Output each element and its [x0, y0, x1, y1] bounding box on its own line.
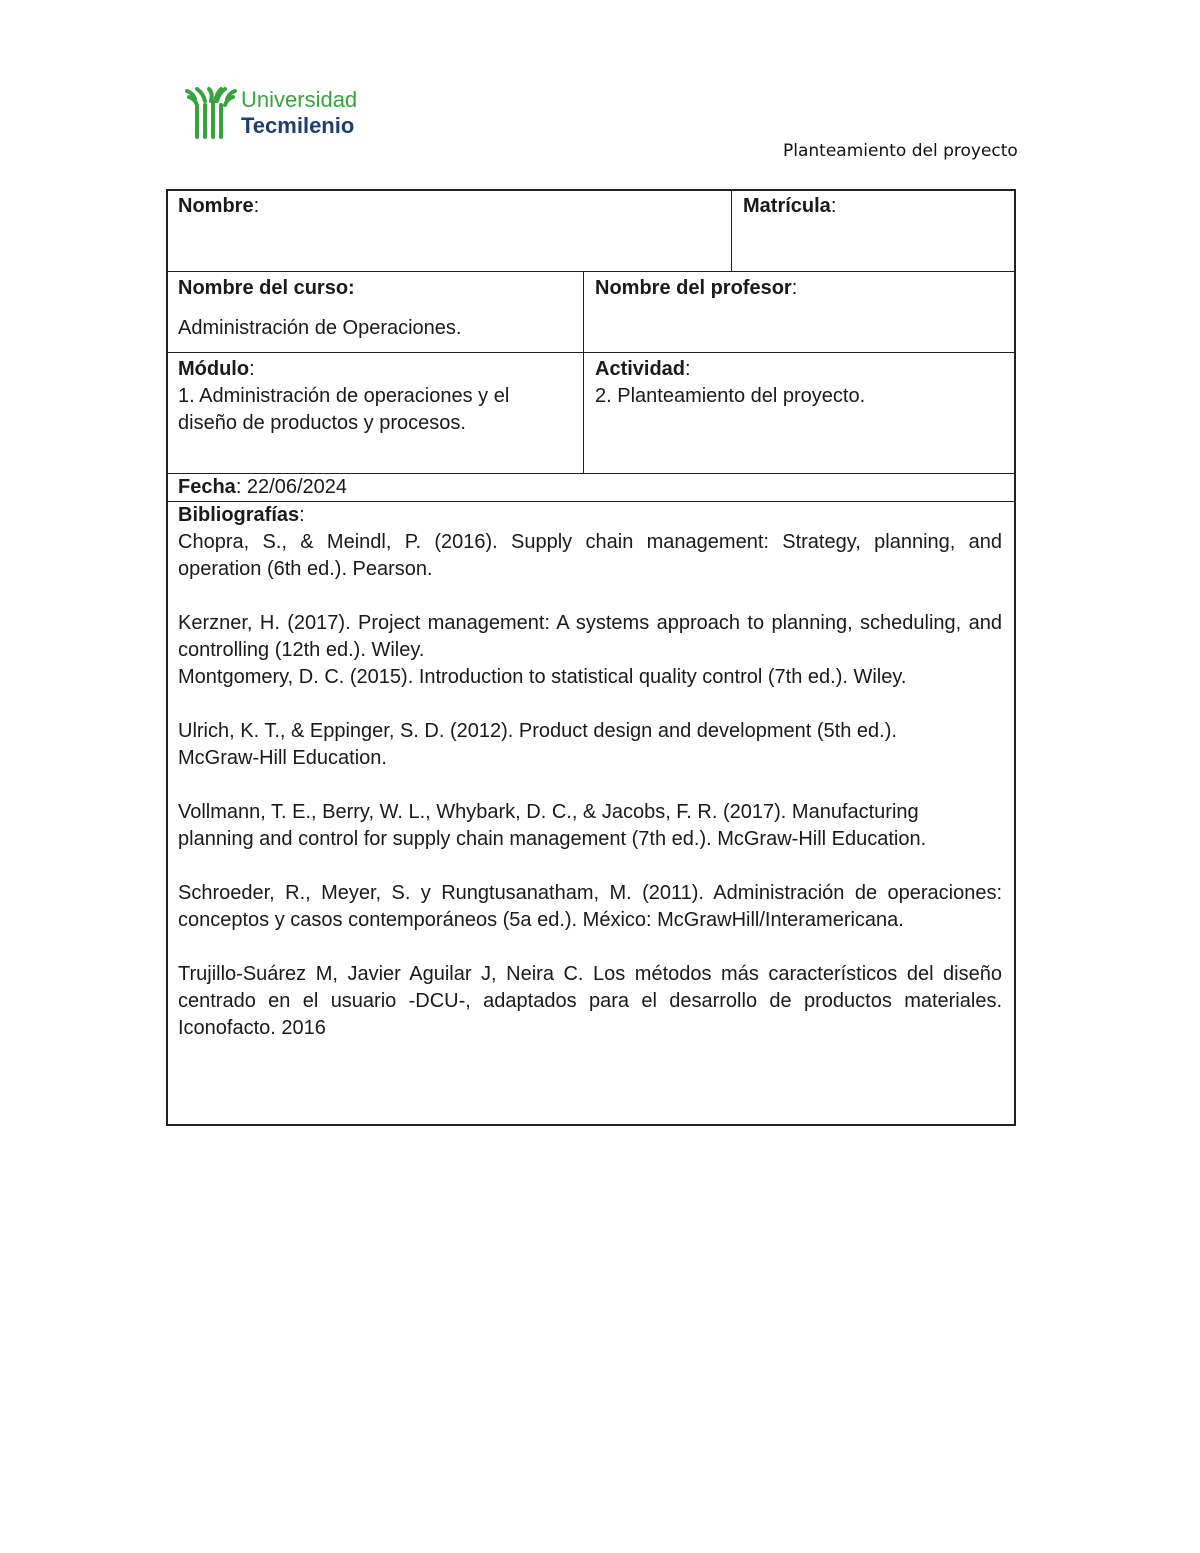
reference-7: Trujillo-Suárez M, Javier Aguilar J, Neira C. Los métodos más característicos del diseño centrado en el usuario -DCU-, adaptados para el desarrollo de productos materiales. Iconofacto. 2016 — [178, 963, 1002, 1039]
logo-line-tecmilenio: Tecmilenio — [241, 113, 355, 138]
university-logo — [183, 85, 383, 145]
logo-line-universidad: Universidad — [241, 87, 358, 112]
profesor-cell — [595, 275, 1005, 302]
actividad-cell — [595, 356, 1005, 410]
col-divider-rows23 — [583, 271, 584, 474]
matricula-label: Matrícula — [743, 195, 831, 217]
border-left — [166, 189, 168, 1126]
fecha-cell — [178, 474, 998, 501]
reference-6: Schroeder, R., Meyer, S. y Rungtusanatham, M. (2011). Administración de operaciones: conceptos y casos contemporáneos (5a ed.). México: McGrawHill/Interamericana. — [178, 882, 1002, 931]
curso-value: Administración de Operaciones. — [178, 317, 462, 339]
document-title: Planteamiento del proyecto — [783, 141, 1018, 161]
actividad-colon: : — [685, 358, 691, 380]
reference-5: Vollmann, T. E., Berry, W. L., Whybark, D. C., & Jacobs, F. R. (2017). Manufacturing planning and control for supply chain management (7th ed.). McGraw-Hill Education. — [178, 801, 927, 850]
border-bottom — [166, 1124, 1016, 1126]
fecha-value: : 22/06/2024 — [235, 476, 348, 498]
col-divider-row1 — [731, 189, 732, 272]
actividad-label: Actividad — [595, 358, 686, 380]
reference-4: Ulrich, K. T., & Eppinger, S. D. (2012). Product design and development (5th ed.). McGraw-Hill Education. — [178, 720, 897, 769]
bibliografias-label: Bibliografías — [178, 504, 300, 526]
curso-cell — [178, 275, 573, 342]
border-right — [1014, 189, 1016, 1126]
curso-label: Nombre del curso: — [178, 277, 355, 299]
logo-wordmark — [241, 89, 357, 137]
reference-1: Chopra, S., & Meindl, P. (2016). Supply chain management: Strategy, planning, and operation (6th ed.). Pearson. — [178, 531, 1002, 580]
nombre-label: Nombre — [178, 195, 254, 217]
row-divider-2 — [166, 352, 1016, 353]
nombre-cell — [178, 193, 718, 220]
nombre-colon: : — [253, 195, 260, 217]
form-table — [166, 189, 1016, 1126]
reference-2: Kerzner, H. (2017). Project management: A systems approach to planning, scheduling, and controlling (12th ed.). Wiley. — [178, 612, 1002, 661]
matricula-colon: : — [830, 195, 837, 217]
border-top — [166, 189, 1016, 191]
modulo-value-line1: 1. Administración de operaciones y el — [178, 385, 510, 407]
modulo-cell — [178, 356, 573, 437]
matricula-cell — [743, 193, 1003, 220]
actividad-value: 2. Planteamiento del proyecto. — [595, 385, 866, 407]
modulo-value-line2: diseño de productos y procesos. — [178, 412, 466, 434]
bibliografias-cell — [178, 502, 1002, 1042]
row-divider-1 — [166, 271, 1016, 272]
modulo-label: Módulo — [178, 358, 250, 380]
modulo-colon: : — [249, 358, 255, 380]
profesor-label: Nombre del profesor — [595, 277, 792, 299]
agave-logo-icon — [183, 85, 239, 141]
profesor-colon: : — [791, 277, 798, 299]
bibliografias-colon: : — [299, 504, 305, 526]
reference-3: Montgomery, D. C. (2015). Introduction to statistical quality control (7th ed.). Wiley. — [178, 666, 907, 688]
fecha-label: Fecha — [178, 476, 236, 498]
